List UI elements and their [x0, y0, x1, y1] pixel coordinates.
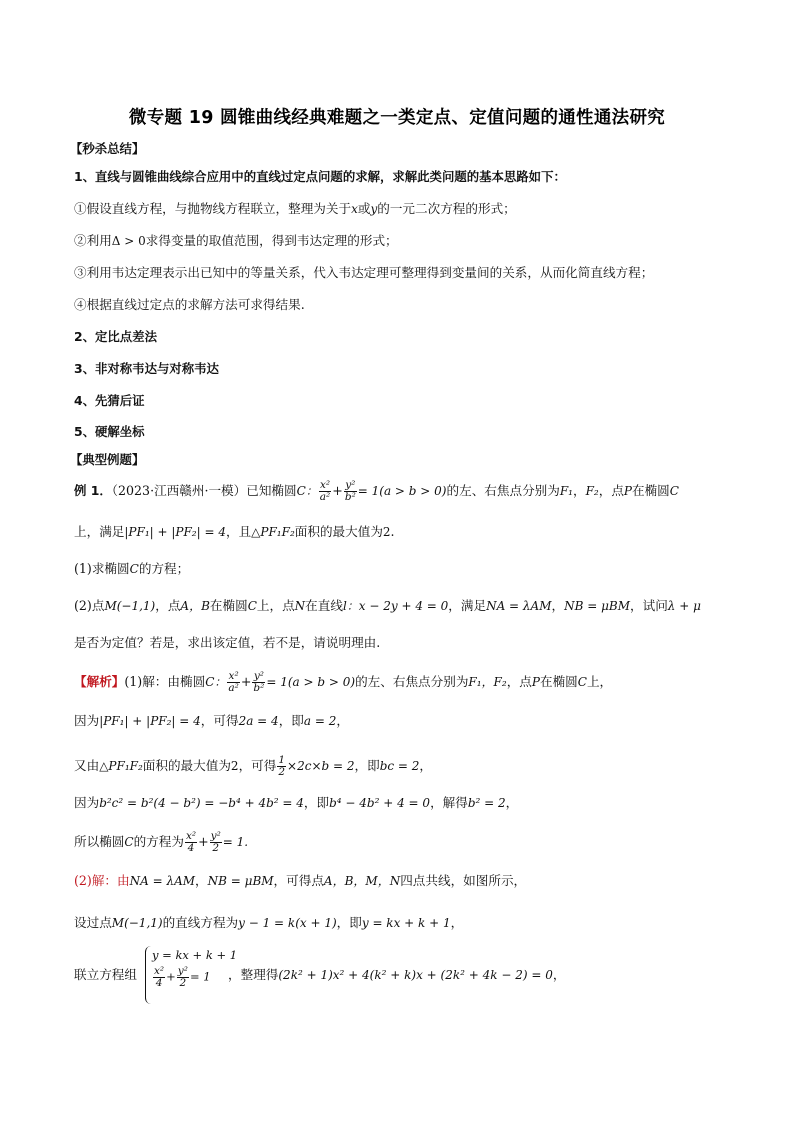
solution-part2-line-3 — [228, 967, 565, 983]
frac-num: x² — [154, 965, 165, 977]
solution-part2-line-2 — [74, 915, 463, 931]
t1-points: A，B，M，N — [323, 874, 401, 888]
solution-line-2 — [74, 713, 349, 729]
frac-num: 1 — [278, 754, 286, 766]
s2-math: |PF₁| + |PF₂| = 4 — [99, 714, 201, 728]
s5-a: 所以椭圆 — [74, 834, 125, 849]
t3-eq: (2k² + 1)x² + 4(k² + k)x + (2k² + 4k − 2) = 0 — [278, 968, 553, 982]
s4-d: ， — [505, 795, 519, 810]
example-line-2 — [74, 524, 395, 540]
q2-e: 在直线 — [305, 598, 343, 613]
q1-a: (1)求椭圆 — [74, 561, 130, 576]
s3-b: 面积的最大值为 — [142, 758, 231, 773]
example-tail-1: 的左、右焦点分别为 — [446, 483, 560, 498]
s4-b: ，即 — [303, 795, 330, 810]
question-1 — [74, 561, 189, 577]
t2-eq2: y = kx + k + 1 — [361, 916, 451, 930]
frac-num: y² — [210, 830, 221, 842]
q2-a: (2)点 — [74, 598, 105, 613]
t2-a: 设过点 — [74, 915, 112, 930]
step1-var-x: x — [351, 202, 358, 216]
example-label: 例 1． — [74, 483, 112, 498]
s4-c: ，解得 — [430, 795, 468, 810]
fraction-one-half — [277, 755, 286, 778]
frac-den: a² — [228, 682, 239, 694]
s1-cc: C — [577, 675, 587, 689]
frac-den: b² — [253, 682, 265, 694]
fraction-x2-a2 — [319, 480, 331, 503]
frac-num: y² — [345, 479, 356, 491]
step2-math: Δ > 0 — [111, 234, 146, 248]
solution-part2-line-1 — [74, 873, 526, 889]
q2-point-m: M(−1,1) — [104, 599, 156, 613]
s1-cond: = 1(a > b > 0) — [266, 675, 356, 689]
ellipse-condition: = 1(a > b > 0) — [357, 484, 447, 498]
summary-item-4: 4、先猜后证 — [74, 393, 145, 408]
t2-b: 的直线方程为 — [162, 915, 239, 930]
t1-d: 四点共线，如图所示， — [400, 873, 527, 888]
s3-e: ， — [419, 758, 433, 773]
t1-vector-2: NB = μBM — [207, 874, 274, 888]
fraction-y2-2 — [210, 831, 222, 854]
equation-system — [145, 946, 238, 1004]
s2-res: a = 2 — [303, 714, 337, 728]
fraction-y2-b2 — [252, 671, 265, 694]
t2-c: ，即 — [336, 915, 362, 930]
summary-item-1: 1、直线与圆锥曲线综合应用中的直线过定点问题的求解，求解此类问题的基本思路如下： — [74, 169, 566, 184]
q2-c: 在椭圆 — [209, 598, 248, 613]
s1-c: C： — [205, 675, 227, 689]
s4-eq: b²c² = b²(4 − b²) = −b⁴ + 4b² = 4 — [99, 796, 304, 810]
example-heading: 【典型例题】 — [70, 452, 145, 467]
frac-den: 2 — [278, 766, 286, 778]
s2-a: 因为 — [74, 713, 100, 728]
summary-item-2: 2、定比点差法 — [74, 329, 157, 344]
fraction-y2-2 — [177, 966, 189, 989]
solution-tag: 【解析】 — [74, 674, 125, 689]
ex-l2-c: 面积的最大值为 — [294, 524, 383, 539]
frac-den: 4 — [187, 842, 195, 854]
q2-points-ab: A，B — [180, 599, 210, 613]
q2-g: ，试问 — [630, 598, 668, 613]
fraction-x2-a2 — [227, 671, 239, 694]
ex-l2-a: 上，满足 — [74, 524, 125, 539]
fraction-x2-4 — [185, 831, 197, 854]
summary-item-3: 3、非对称韦达与对称韦达 — [74, 361, 219, 376]
s2-eq: 2a = 4 — [238, 714, 279, 728]
frac-den: b² — [344, 491, 356, 503]
system-row-2: $\frac{\text{x²}}{4}$ + $\frac{\text{y²}}{2}$ = 1 — [154, 965, 211, 989]
ex-l2-triangle: △PF₁F₂ — [251, 525, 295, 539]
t1-vector-1: NA = λAM — [129, 874, 196, 888]
s1-c2: ，点 — [506, 674, 532, 689]
s1-e: 上， — [586, 674, 613, 689]
frac-den: a² — [319, 491, 331, 503]
q2-sum: λ + μ — [667, 599, 701, 613]
example-line-1: 例 1．（2023·江西赣州·一模）已知椭圆C： $\frac{\text{x²}}{\text{a²}}$ + $\frac{\text{y²}}{\text{b²}}$ = 1(a > b > 0)的左、右焦点分别为F₁，F₂，点P在椭圆C — [74, 479, 679, 503]
q2-point-n: N — [294, 599, 306, 613]
s4-eq2: b⁴ − 4b² + 4 = 0 — [329, 796, 431, 810]
s2-d: ， — [336, 713, 349, 728]
s5-c: C — [124, 835, 134, 849]
t2-point-m: M(−1,1) — [111, 916, 163, 930]
s5-b: 的方程为 — [133, 834, 184, 849]
q2-vector-1: NA = λAM — [486, 599, 552, 613]
summary-heading: 【秒杀总结】 — [70, 141, 145, 156]
s3-eq: ×2c×b = 2 — [287, 759, 355, 773]
example-tail-3: 在椭圆 — [631, 483, 670, 498]
frac-num: x² — [228, 670, 239, 682]
step1-text-or: 或 — [357, 201, 371, 216]
q2-line-l: l：x − 2y + 4 = 0 — [342, 599, 449, 613]
summary-step-3: ③利用韦达定理表示出已知中的等量关系，代入韦达定理可整理得到变量间的关系，从而化简直线方程； — [74, 265, 654, 280]
frac-den: 2 — [212, 842, 220, 854]
s3-res: bc = 2 — [379, 759, 420, 773]
t1-c: ，可得点 — [273, 873, 324, 888]
s1-b: 的左、右焦点分别为 — [355, 674, 469, 689]
s1-a: (1)解：由椭圆 — [124, 674, 206, 689]
solution-line-5: 所以椭圆C的方程为 $\frac{\text{x²}}{4}$ + $\frac{\text{y²}}{2}$ = 1. — [74, 830, 249, 854]
s3-d: ，即 — [354, 758, 380, 773]
s4-a: 因为 — [74, 795, 100, 810]
s3-val: 2 — [230, 759, 239, 773]
solution-line-1: 【解析】(1)解：由椭圆C： $\frac{\text{x²}}{\text{a²}}$ + $\frac{\text{y²}}{\text{b²}}$ = 1(a > b > 0)的左、右焦点分别为F₁，F₂，点P在椭圆C上， — [74, 670, 613, 694]
point-p: P — [623, 484, 632, 498]
question-2 — [74, 598, 701, 614]
s3-triangle: △PF₁F₂ — [99, 759, 143, 773]
frac-num: x² — [185, 830, 197, 842]
ex-l2-val: 2 — [382, 525, 391, 539]
q2-f: ，满足 — [448, 598, 487, 613]
q1-end: 的方程； — [138, 561, 190, 576]
ex-l2-math: |PF₁| + |PF₂| = 4 — [124, 525, 226, 539]
ex-l2-b: ，且 — [225, 524, 252, 539]
focus-f2: F₂ — [585, 484, 599, 498]
frac-num: y² — [177, 965, 188, 977]
frac-den: 2 — [179, 977, 187, 989]
s1-foci: F₁，F₂ — [468, 675, 507, 689]
s4-res: b² = 2 — [467, 796, 506, 810]
s1-p: P — [531, 675, 540, 689]
t2-d: ， — [450, 915, 464, 930]
fraction-x2-4 — [153, 966, 165, 989]
system-row-1: y = kx + k + 1 — [152, 948, 238, 962]
ellipse-name: C： — [296, 484, 318, 498]
solution-line-3 — [74, 755, 432, 778]
step1-var-y: y — [370, 202, 378, 216]
solution-part2-line-3-label: 联立方程组 — [74, 967, 137, 982]
page-title: 微专题 19 圆锥曲线经典难题之一类定点、定值问题的通性通法研究 — [128, 108, 666, 128]
example-tail-2: ，点 — [598, 483, 624, 498]
t3-b: ，整理得 — [228, 967, 279, 982]
q2-vector-2: NB = μBM — [564, 599, 630, 613]
ex-l2-end: . — [390, 524, 395, 539]
t1-b: ， — [195, 873, 208, 888]
step1-text-b: 的一元二次方程的形式； — [377, 201, 516, 216]
frac-num: y² — [253, 670, 264, 682]
summary-step-4: ④根据直线过定点的求解方法可求得结果. — [74, 297, 305, 312]
q2-d: 上，点 — [256, 598, 295, 613]
s3-a: 又由 — [74, 758, 100, 773]
question-2-line-2: 是否为定值？若是，求出该定值，若不是，请说明理由. — [74, 635, 381, 650]
system-row-2-eq: = 1 — [189, 969, 211, 984]
focus-f1: F₁ — [559, 484, 573, 498]
step1-text-a: ①假设直线方程，与抛物线方程联立，整理为关于 — [74, 201, 352, 216]
q2-b: ，点 — [155, 598, 181, 613]
t1-a: (2)解：由 — [74, 873, 130, 888]
t3-c: ， — [552, 967, 566, 982]
s1-d: 在椭圆 — [539, 674, 578, 689]
s5-eq: = 1. — [222, 835, 249, 849]
example-source: （2023·江西赣州·一模）已知椭圆 — [111, 483, 297, 498]
q1-c: C — [129, 562, 139, 576]
q2-ellipse: C — [247, 599, 257, 613]
summary-step-1 — [74, 201, 516, 217]
t2-eq: y − 1 = k(x + 1) — [238, 916, 337, 930]
s2-c: ，即 — [278, 713, 304, 728]
frac-num: x² — [319, 479, 331, 491]
ellipse-c: C — [669, 484, 679, 498]
solution-line-4 — [74, 795, 518, 811]
fraction-y2-b2 — [344, 480, 357, 503]
frac-den: 4 — [155, 977, 163, 989]
step2-text-a: ②利用 — [74, 233, 112, 248]
s2-b: ，可得 — [200, 713, 239, 728]
summary-item-5: 5、硬解坐标 — [74, 424, 145, 439]
step2-text-b: 求得变量的取值范围，得到韦达定理的形式； — [145, 233, 398, 248]
q2-comma: ， — [551, 598, 565, 613]
s3-c: ，可得 — [238, 758, 277, 773]
summary-step-2 — [74, 233, 398, 249]
